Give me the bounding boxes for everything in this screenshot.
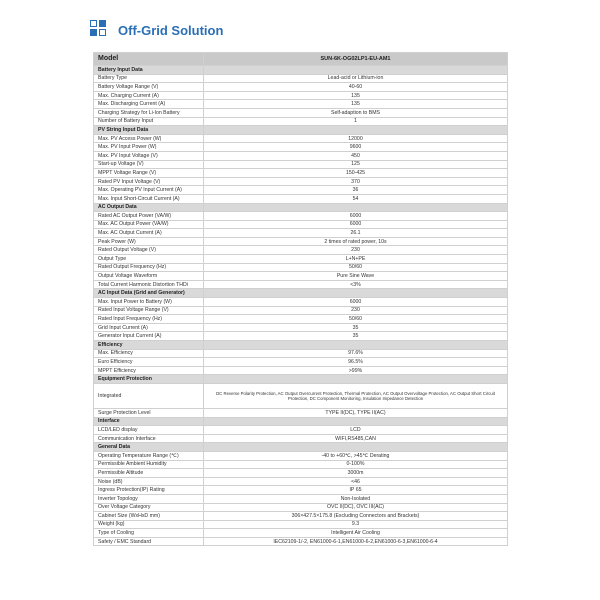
section-title: Battery Input Data [94, 66, 204, 75]
spec-label: Rated Input Voltage Range (V) [94, 306, 204, 315]
spec-label: Max. Efficiency [94, 349, 204, 358]
section-header-blank [204, 66, 508, 75]
brand-logo-icon [90, 20, 111, 37]
spec-value: 6000 [204, 220, 508, 229]
spec-value: 135 [204, 91, 508, 100]
spec-value: 26.1 [204, 229, 508, 238]
spec-row [94, 494, 508, 503]
section-header [94, 443, 508, 452]
spec-row [94, 358, 508, 367]
spec-row [94, 134, 508, 143]
spec-label: Max. Operating PV Input Current (A) [94, 186, 204, 195]
spec-value: Non-Isolated [204, 494, 508, 503]
spec-row [94, 108, 508, 117]
section-header [94, 203, 508, 212]
spec-row [94, 237, 508, 246]
spec-label: Communication Interface [94, 434, 204, 443]
spec-value: 450 [204, 151, 508, 160]
spec-label: Safety / EMC Standard [94, 537, 204, 546]
section-header [94, 126, 508, 135]
spec-row [94, 426, 508, 435]
spec-row [94, 434, 508, 443]
spec-label: Max. Input Power to Battery (W) [94, 298, 204, 307]
spec-label: Noise (dB) [94, 477, 204, 486]
spec-value: 150-425 [204, 169, 508, 178]
spec-value: 40-60 [204, 83, 508, 92]
section-header-blank [204, 126, 508, 135]
spec-row [94, 529, 508, 538]
spec-row [94, 160, 508, 169]
spec-row [94, 477, 508, 486]
model-row [94, 53, 508, 66]
section-header-blank [204, 341, 508, 350]
spec-value: L+N+PE [204, 255, 508, 264]
spec-row [94, 520, 508, 529]
section-title: PV String Input Data [94, 126, 204, 135]
spec-row [94, 323, 508, 332]
spec-row [94, 100, 508, 109]
spec-label: Over Voltage Category [94, 503, 204, 512]
spec-value: Pure Sine Wave [204, 272, 508, 281]
spec-row [94, 537, 508, 546]
spec-label: Permissible Ambient Humidity [94, 460, 204, 469]
spec-value: 35 [204, 332, 508, 341]
spec-row [94, 169, 508, 178]
spec-label: Ingress Protection(IP) Rating [94, 486, 204, 495]
spec-label: Charging Strategy for Li-Ion Battery [94, 108, 204, 117]
spec-value: WIFI,RS485,CAN [204, 434, 508, 443]
spec-row [94, 469, 508, 478]
spec-label: Weight (kg) [94, 520, 204, 529]
spec-label: Operating Temperature Range (℃) [94, 451, 204, 460]
spec-value: 6000 [204, 212, 508, 221]
spec-row [94, 186, 508, 195]
spec-row [94, 272, 508, 281]
spec-label: Rated Output Voltage (V) [94, 246, 204, 255]
spec-label: Number of Battery Input [94, 117, 204, 126]
spec-value: IEC62109-1/-2, EN61000-6-1,EN61000-6-2,EN61000-6-3,EN61000-6-4 [204, 537, 508, 546]
spec-value: DC Reverse Polarity Protection, AC Output Overcurrent Protection, Thermal Protection, AC Output Overvoltage Protection, AC Output Short Circuit Protection, DC Component Monitoring, Insulation Impedance Detection [204, 383, 508, 408]
spec-row [94, 460, 508, 469]
spec-value: 54 [204, 194, 508, 203]
spec-row [94, 451, 508, 460]
spec-label: Output Voltage Waveform [94, 272, 204, 281]
spec-value: Intelligent Air Cooling [204, 529, 508, 538]
spec-label: Max. AC Output Current (A) [94, 229, 204, 238]
spec-row [94, 74, 508, 83]
spec-value: -40 to +60℃, >45℃ Derating [204, 451, 508, 460]
spec-value: >99% [204, 366, 508, 375]
spec-row [94, 177, 508, 186]
spec-value: <3% [204, 280, 508, 289]
section-title: Efficiency [94, 341, 204, 350]
spec-label: Output Type [94, 255, 204, 264]
spec-value: 3000m [204, 469, 508, 478]
section-title: Equipment Protection [94, 375, 204, 384]
spec-value: Lead-acid or Lithium-ion [204, 74, 508, 83]
section-title: Interface [94, 417, 204, 426]
spec-row [94, 298, 508, 307]
spec-row [94, 306, 508, 315]
spec-value: 96.5% [204, 358, 508, 367]
page-title: Off-Grid Solution [118, 23, 224, 38]
spec-value: 6000 [204, 298, 508, 307]
spec-value: 230 [204, 246, 508, 255]
spec-label: Battery Type [94, 74, 204, 83]
spec-row [94, 229, 508, 238]
model-value: SUN-6K-OG02LP1-EU-AM1 [204, 53, 508, 66]
spec-value: 36 [204, 186, 508, 195]
spec-label: Max. AC Output Power (VA/W) [94, 220, 204, 229]
model-label: Model [94, 53, 204, 66]
spec-row [94, 220, 508, 229]
section-title: General Data [94, 443, 204, 452]
spec-row [94, 408, 508, 417]
spec-value: 50/60 [204, 315, 508, 324]
spec-label: Battery Voltage Range (V) [94, 83, 204, 92]
section-header-blank [204, 375, 508, 384]
spec-row [94, 143, 508, 152]
spec-row [94, 263, 508, 272]
spec-label: Start-up Voltage (V) [94, 160, 204, 169]
spec-label: Generator Input Current (A) [94, 332, 204, 341]
spec-label: Max. PV Input Power (W) [94, 143, 204, 152]
spec-row [94, 91, 508, 100]
spec-label: Rated AC Output Power (VA/W) [94, 212, 204, 221]
spec-row [94, 383, 508, 408]
spec-value: 9600 [204, 143, 508, 152]
section-header-blank [204, 417, 508, 426]
section-header-blank [204, 203, 508, 212]
spec-row [94, 332, 508, 341]
spec-value: LCD [204, 426, 508, 435]
spec-label: Rated Output Frequency (Hz) [94, 263, 204, 272]
spec-row [94, 117, 508, 126]
spec-value: 2 times of rated power, 10s [204, 237, 508, 246]
spec-label: Euro Efficiency [94, 358, 204, 367]
spec-label: Cabinet Size (WxHxD mm) [94, 512, 204, 521]
page-header [0, 0, 600, 40]
section-header [94, 417, 508, 426]
spec-value: 0-100% [204, 460, 508, 469]
spec-row [94, 512, 508, 521]
spec-value: Self-adaption to BMS [204, 108, 508, 117]
spec-row [94, 486, 508, 495]
spec-value: 35 [204, 323, 508, 332]
spec-table [93, 52, 508, 546]
spec-value: 12000 [204, 134, 508, 143]
spec-value: 306×427.5×175.8 (Excluding Connectors and Brackets) [204, 512, 508, 521]
spec-row [94, 315, 508, 324]
spec-label: Type of Cooling [94, 529, 204, 538]
spec-label: Permissible Altitude [94, 469, 204, 478]
spec-label: MPPT Efficiency [94, 366, 204, 375]
spec-label: Surge Protection Level [94, 408, 204, 417]
section-header [94, 289, 508, 298]
spec-row [94, 503, 508, 512]
spec-row [94, 151, 508, 160]
spec-row [94, 212, 508, 221]
spec-row [94, 246, 508, 255]
spec-row [94, 83, 508, 92]
spec-row [94, 366, 508, 375]
spec-label: Inverter Topology [94, 494, 204, 503]
spec-label: Max. Input Short-Circuit Current (A) [94, 194, 204, 203]
spec-value: OVC II(DC), OVC III(AC) [204, 503, 508, 512]
spec-value: 135 [204, 100, 508, 109]
spec-value: 370 [204, 177, 508, 186]
spec-label: MPPT Voltage Range (V) [94, 169, 204, 178]
spec-label: Grid Input Current (A) [94, 323, 204, 332]
spec-value: 230 [204, 306, 508, 315]
spec-value: 97.6% [204, 349, 508, 358]
spec-row [94, 255, 508, 264]
section-title: AC Input Data (Grid and Generator) [94, 289, 204, 298]
spec-label: Max. Discharging Current (A) [94, 100, 204, 109]
spec-label: Total Current Harmonic Distortion THDi [94, 280, 204, 289]
spec-label: Rated Input Frequency (Hz) [94, 315, 204, 324]
spec-label: Max. Charging Current (A) [94, 91, 204, 100]
spec-label: LCD/LED display [94, 426, 204, 435]
spec-value: IP 65 [204, 486, 508, 495]
spec-row [94, 280, 508, 289]
section-header [94, 375, 508, 384]
section-header [94, 341, 508, 350]
section-header-blank [204, 443, 508, 452]
section-title: AC Output Data [94, 203, 204, 212]
spec-label: Integrated [94, 383, 204, 408]
spec-row [94, 349, 508, 358]
spec-value: <46 [204, 477, 508, 486]
spec-label: Peak Power (W) [94, 237, 204, 246]
spec-label: Rated PV Input Voltage (V) [94, 177, 204, 186]
spec-value: 50/60 [204, 263, 508, 272]
section-header-blank [204, 289, 508, 298]
spec-value: TYPE II(DC), TYPE II(AC) [204, 408, 508, 417]
spec-row [94, 194, 508, 203]
section-header [94, 66, 508, 75]
spec-value: 9.3 [204, 520, 508, 529]
spec-value: 125 [204, 160, 508, 169]
spec-value: 1 [204, 117, 508, 126]
spec-label: Max. PV Access Power (W) [94, 134, 204, 143]
spec-label: Max. PV Input Voltage (V) [94, 151, 204, 160]
